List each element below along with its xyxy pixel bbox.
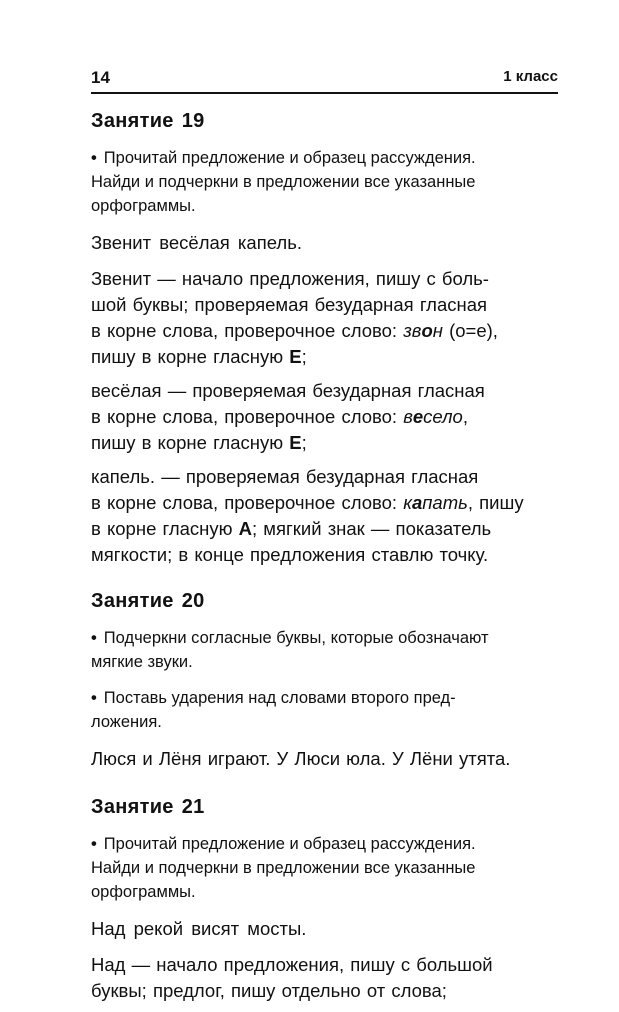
lesson-19-reasoning-1: Звенит — начало предложения, пишу с боль- шой буквы; проверяемая безударная гласная в корне слова, проверочное слово: звон (о=е), пишу в корне гласную Е; [91, 268, 498, 367]
lesson-21-task: • Прочитай предложение и образец рассуждения. Найди и подчеркни в предложении все указанные орфограммы. [91, 835, 476, 901]
grade-label: 1 класс [503, 68, 558, 85]
header-rule [91, 92, 558, 94]
lesson-21-sentence: Над рекой висят мосты. [91, 918, 307, 939]
lesson-20-title: Занятие 20 [91, 590, 205, 612]
lesson-21-reasoning-1: Над — начало предложения, пишу с большой буквы; предлог, пишу отдельно от слова; [91, 954, 493, 1001]
lesson-19-sentence: Звенит весёлая капель. [91, 232, 302, 253]
lesson-20-sentence: Люся и Лёня играют. У Люси юла. У Лёни утята. [91, 748, 511, 769]
lesson-19-task: • Прочитай предложение и образец рассуждения. Найди и подчеркни в предложении все указанные орфограммы. [91, 149, 476, 215]
page-content [91, 108, 558, 1012]
page-number: 14 [91, 68, 110, 87]
bullet-icon: • [91, 149, 97, 167]
lesson-20-task-2: • Поставь ударения над словами второго пред- ложения. [91, 689, 456, 731]
lesson-19-reasoning-2: весёлая — проверяемая безударная гласная в корне слова, проверочное слово: весело, пишу в корне гласную Е; [91, 380, 485, 453]
page-header [91, 68, 558, 90]
lesson-21-title: Занятие 21 [91, 796, 205, 818]
bullet-icon: • [91, 835, 97, 853]
lesson-19-reasoning-3: капель. — проверяемая безударная гласная в корне слова, проверочное слово: капать, пишу в корне гласную А; мягкий знак — показатель мягкости; в конце предложения ставлю точку. [91, 466, 524, 565]
lesson-20-task-1: • Подчеркни согласные буквы, которые обозначают мягкие звуки. [91, 629, 489, 671]
bullet-icon: • [91, 689, 97, 707]
lesson-19-title: Занятие 19 [91, 110, 205, 132]
bullet-icon: • [91, 629, 97, 647]
